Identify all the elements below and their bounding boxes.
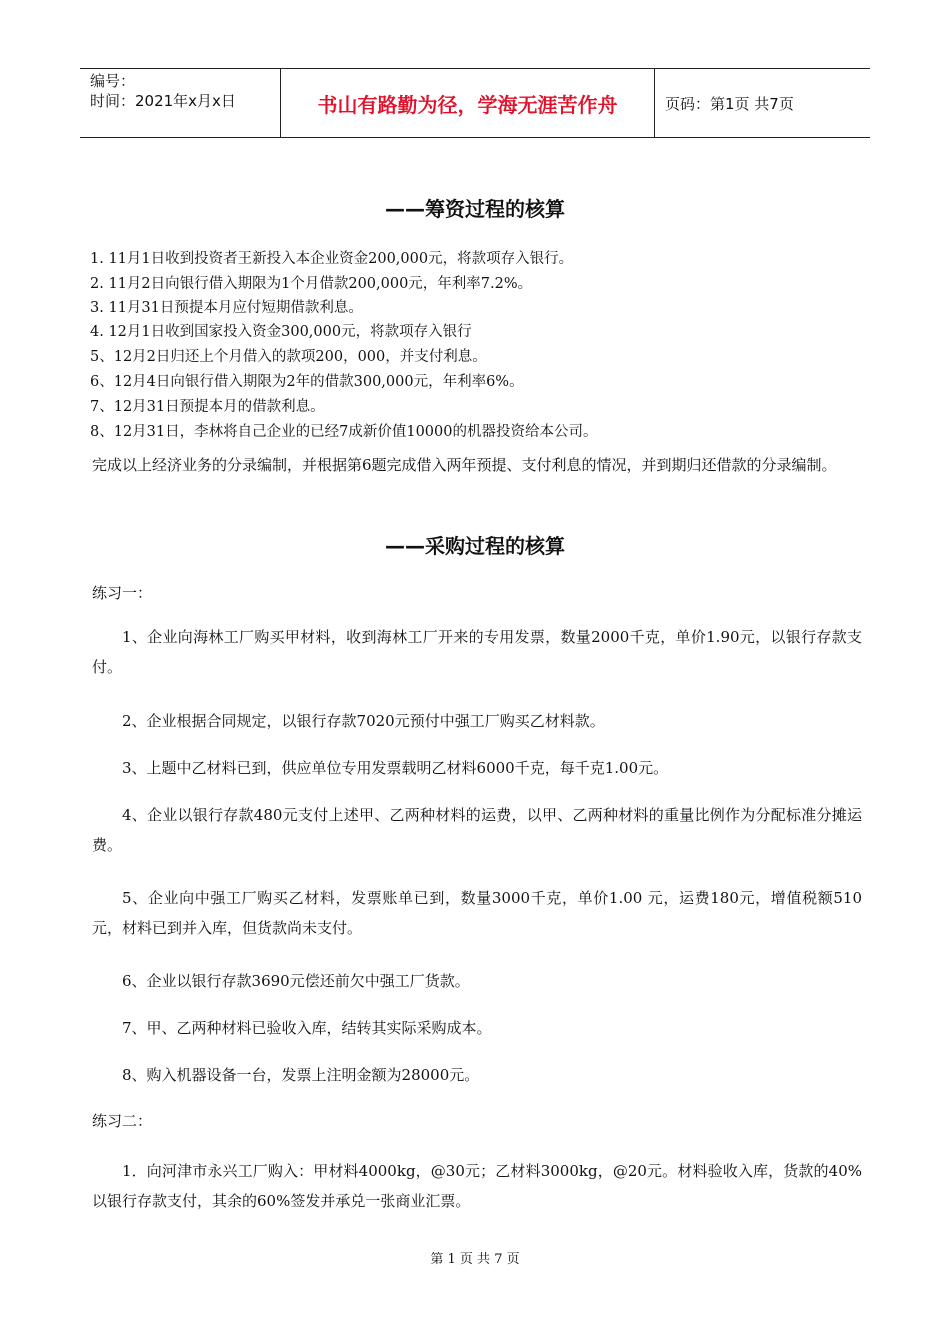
list-item: 3. 11月31日预提本月应付短期借款利息。 <box>90 300 363 316</box>
instruction-note: 完成以上经济业务的分录编制，并根据第6题完成借入两年预提、支付利息的情况，并到期归还借款的分录编制。 <box>92 456 837 474</box>
exercise-item: 5、企业向中强工厂购买乙材料，发票账单已到，数量3000千克，单价1.00 元，运费180元，增值税额510元，材料已到并入库，但货款尚未支付。 <box>92 889 862 937</box>
exercise-item: 8、购入机器设备一台，发票上注明金额为28000元。 <box>122 1066 480 1084</box>
list-item: 8、12月31日，李林将自己企业的已经7成新价值10000的机器投资给本公司。 <box>90 424 598 440</box>
exercise-label: 练习一： <box>92 584 153 602</box>
exercise-item: 3、上题中乙材料已到，供应单位专用发票载明乙材料6000千克，每千克1.00元。 <box>122 759 669 777</box>
document-header <box>80 68 870 138</box>
list-item: 7、12月31日预提本月的借款利息。 <box>90 399 325 415</box>
time-label: 时间：2021年x月x日 <box>90 92 236 110</box>
list-item: 2. 11月2日向银行借入期限为1个月借款200,000元，年利率7.2%。 <box>90 276 533 292</box>
exercise-item: 2、企业根据合同规定，以银行存款7020元预付中强工厂购买乙材料款。 <box>122 712 605 730</box>
header-motto: 书山有路勤为径，学海无涯苦作舟 <box>281 69 655 137</box>
exercise-item: 4、企业以银行存款480元支付上述甲、乙两种材料的运费，以甲、乙两种材料的重量比例作为分配标准分摊运费。 <box>92 806 862 854</box>
list-item: 5、12月2日归还上个月借入的款项200，000，并支付利息。 <box>90 349 487 365</box>
page-footer: 第 1 页 共 7 页 <box>430 1252 520 1267</box>
number-label: 编号： <box>90 72 136 90</box>
exercise-item: 1、企业向海林工厂购买甲材料，收到海林工厂开来的专用发票，数量2000千克，单价1.90元，以银行存款支付。 <box>92 628 862 676</box>
exercise-label: 练习二： <box>92 1112 153 1130</box>
exercise-item: 7、甲、乙两种材料已验收入库，结转其实际采购成本。 <box>122 1019 492 1037</box>
section-title-purchasing: ——采购过程的核算 <box>385 534 565 558</box>
list-item: 4. 12月1日收到国家投入资金300,000元，将款项存入银行 <box>90 324 472 340</box>
header-meta <box>80 69 281 137</box>
section-title-financing: ——筹资过程的核算 <box>385 197 565 221</box>
exercise-item: 1．向河津市永兴工厂购入：甲材料4000kg，@30元；乙材料3000kg，@20元。材料验收入库，货款的40%以银行存款支付，其余的60%签发并承兑一张商业汇票。 <box>92 1162 862 1210</box>
list-item: 6、12月4日向银行借入期限为2年的借款300,000元，年利率6%。 <box>90 374 524 390</box>
exercise-item: 6、企业以银行存款3690元偿还前欠中强工厂货款。 <box>122 972 470 990</box>
header-page-info: 页码：第1页 共7页 <box>665 94 794 113</box>
list-item: 1. 11月1日收到投资者王新投入本企业资金200,000元，将款项存入银行。 <box>90 251 574 267</box>
